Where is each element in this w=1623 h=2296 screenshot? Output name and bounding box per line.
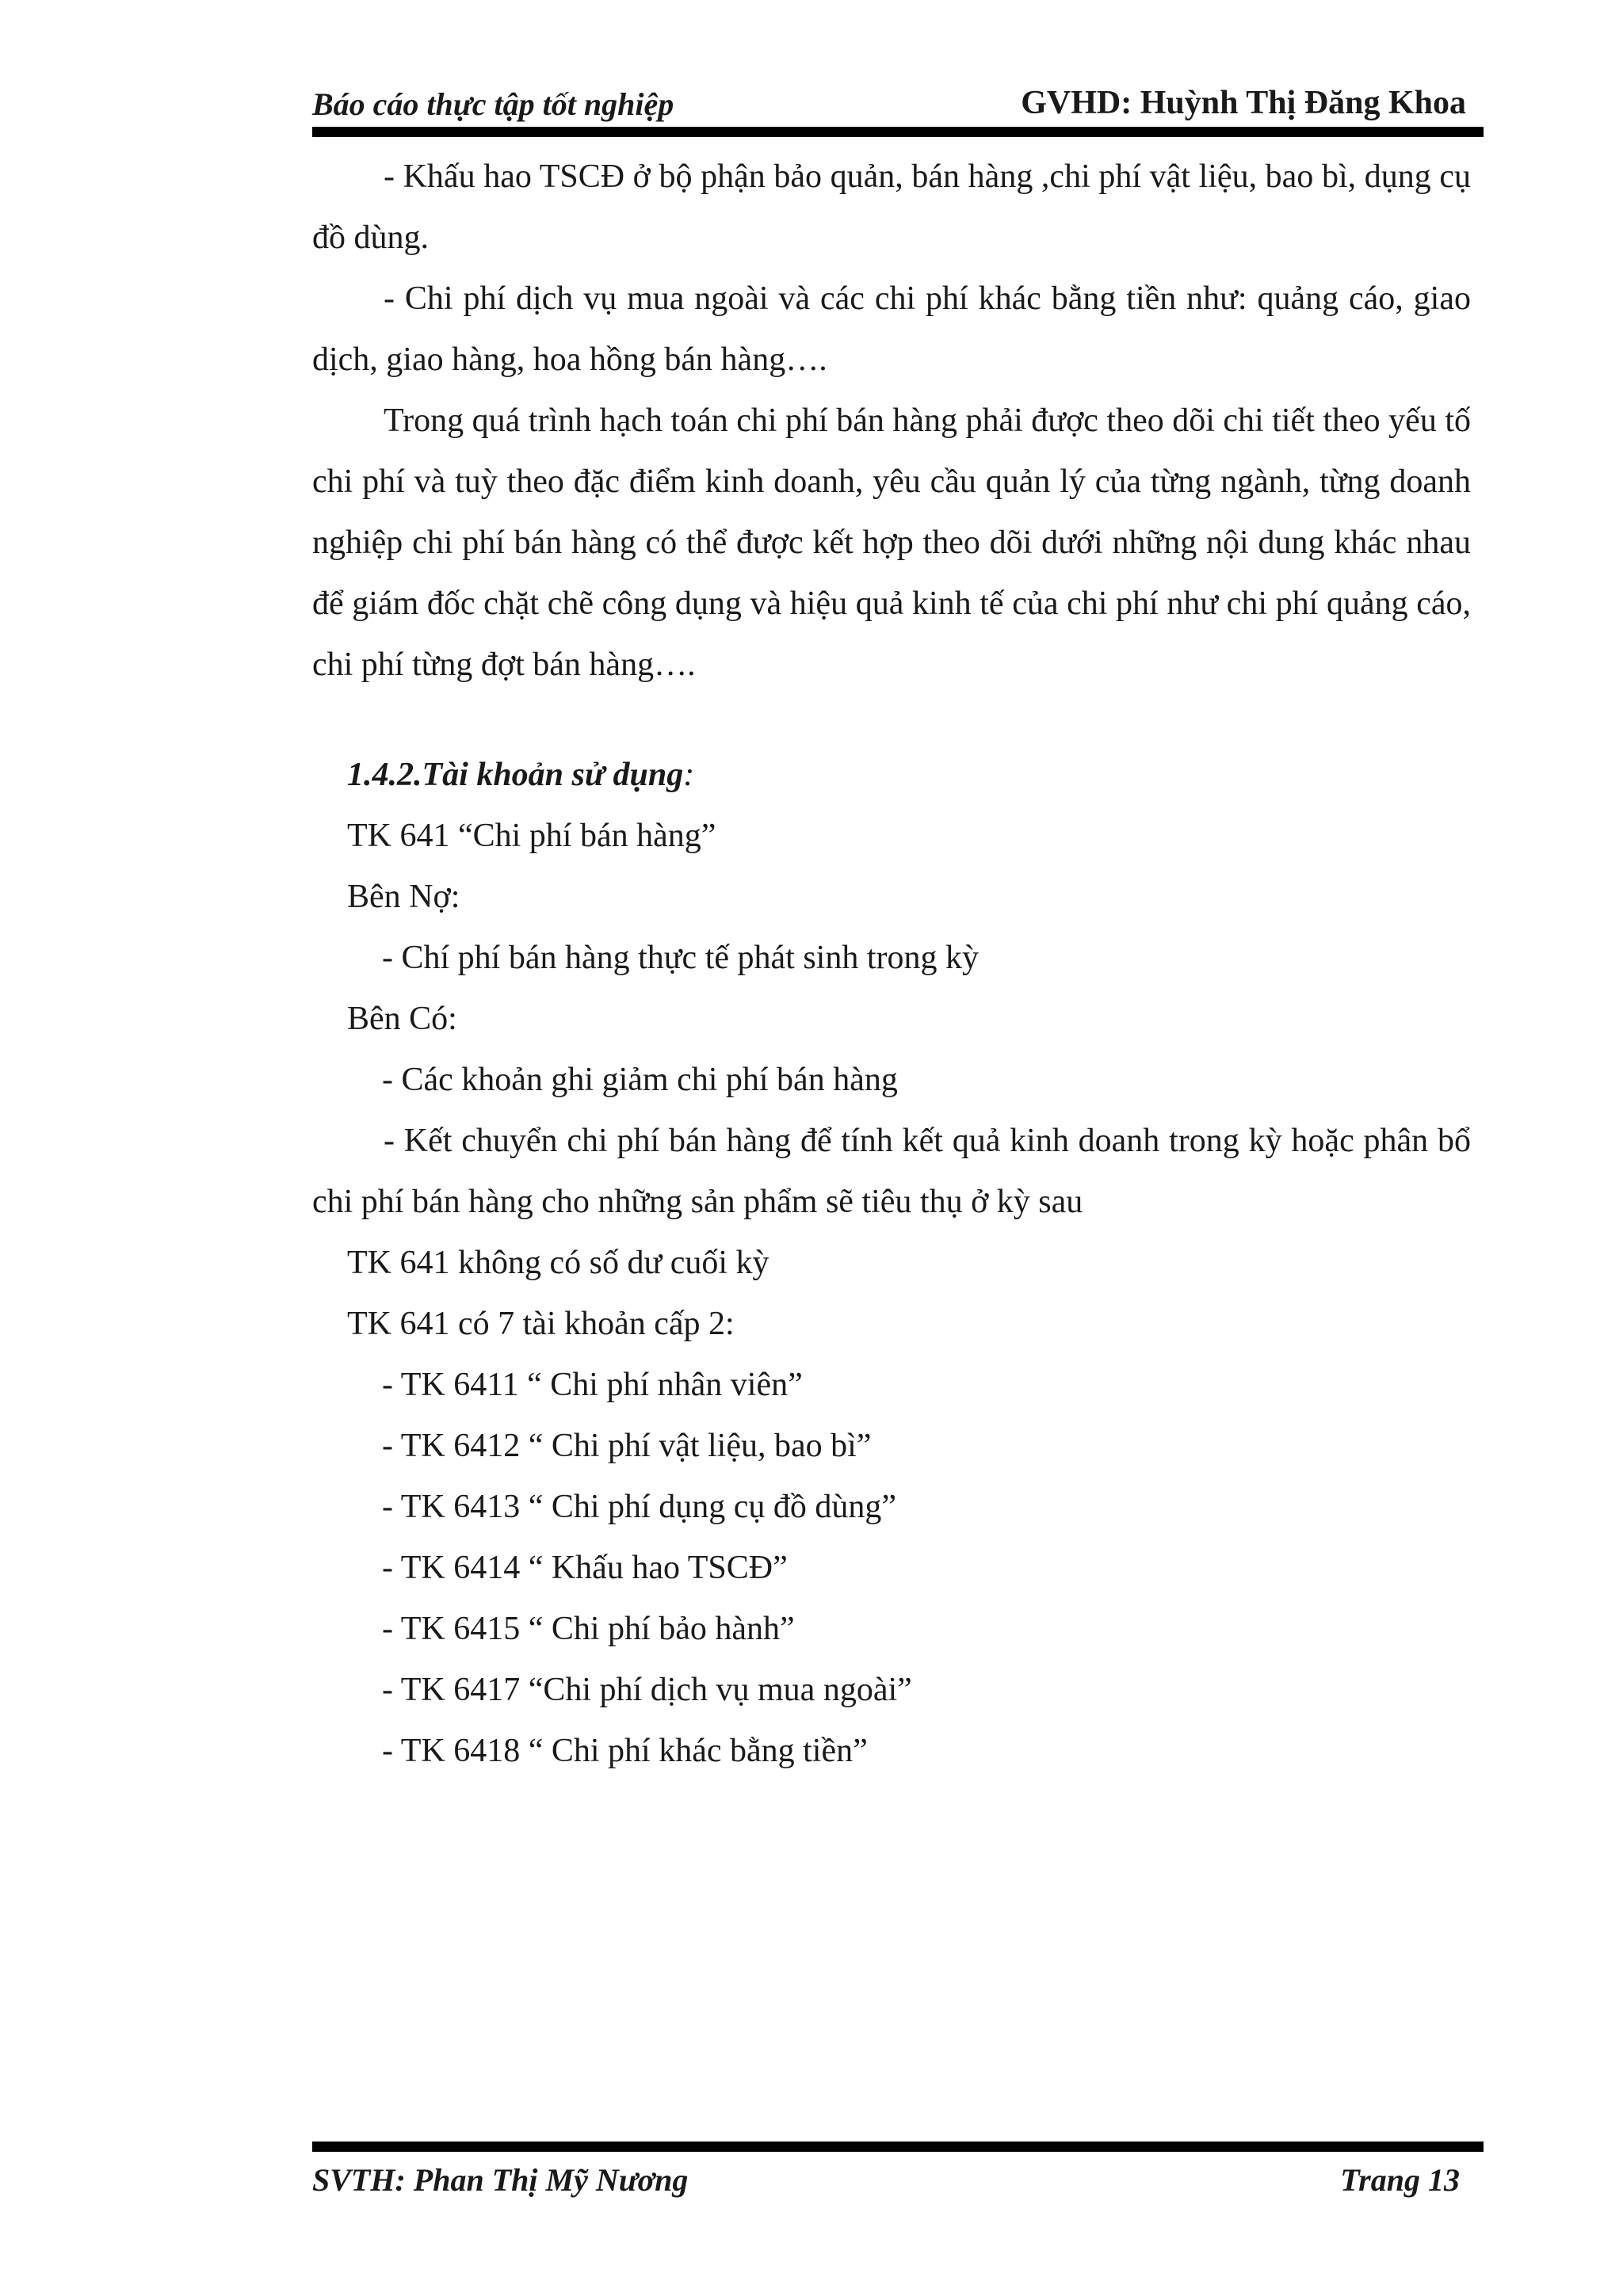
account-title: TK 641 “Chi phí bán hàng” [347, 818, 716, 854]
section-heading-colon: : [683, 757, 695, 793]
debit-side-label: Bên Nợ: [347, 879, 460, 915]
credit-side-item: - Các khoản ghi giảm chi phí bán hàng [382, 1062, 898, 1098]
debit-side-item: - Chí phí bán hàng thực tế phát sinh trong kỳ [382, 940, 979, 976]
sub-account-item: - TK 6417 “Chi phí dịch vụ mua ngoài” [382, 1672, 912, 1708]
sub-accounts-intro: TK 641 có 7 tài khoản cấp 2: [347, 1306, 735, 1342]
section-heading-text: 1.4.2.Tài khoản sử dụng [347, 757, 684, 793]
page-body [312, 147, 1471, 1782]
sub-account-item: - TK 6413 “ Chi phí dụng cụ đồ dùng” [382, 1489, 896, 1525]
supervisor-name: GVHD: Huỳnh Thị Đăng Khoa [1021, 85, 1466, 121]
footer-rule [312, 2142, 1484, 2152]
sub-account-item: - TK 6411 “ Chi phí nhân viên” [382, 1367, 803, 1403]
page-footer [312, 2157, 1484, 2212]
report-title: Báo cáo thực tập tốt nghiệp [312, 86, 674, 122]
sub-account-item: - TK 6412 “ Chi phí vật liệu, bao bì” [382, 1428, 872, 1464]
no-balance-note: TK 641 không có số dư cuối kỳ [347, 1245, 769, 1281]
credit-side-item: - Kết chuyển chi phí bán hàng để tính kết quả kinh doanh trong kỳ hoặc phân bổ chi phí bán hàng cho những sản phẩm sẽ tiêu thụ ở kỳ sau [312, 1123, 1471, 1220]
paragraph-outsourced-services: - Chi phí dịch vụ mua ngoài và các chi phí khác bằng tiền như: quảng cáo, giao dịch, giao hàng, hoa hồng bán hàng…. [312, 280, 1471, 378]
sub-account-item: - TK 6418 “ Chi phí khác bằng tiền” [382, 1733, 868, 1769]
credit-side-label: Bên Có: [347, 1001, 457, 1037]
paragraph-accounting-process: Trong quá trình hạch toán chi phí bán hàng phải được theo dõi chi tiết theo yếu tố chi phí và tuỳ theo đặc điểm kinh doanh, yêu cầu quản lý của từng ngành, từng doanh nghiệp chi phí bán hàng có thể được kết hợp theo dõi dưới những nội dung khác nhau để giám đốc chặt chẽ công dụng và hiệu quả kinh tế của chi phí như chi phí quảng cáo, chi phí từng đợt bán hàng…. [312, 402, 1471, 683]
student-name: SVTH: Phan Thị Mỹ Nương [312, 2162, 689, 2198]
section-heading [312, 745, 1471, 806]
page-number: Trang 13 [1340, 2162, 1460, 2198]
section-gap [312, 696, 1471, 745]
header-rule [312, 127, 1484, 137]
sub-account-item: - TK 6415 “ Chi phí bảo hành” [382, 1611, 795, 1647]
paragraph-depreciation: - Khấu hao TSCĐ ở bộ phận bảo quản, bán hàng ,chi phí vật liệu, bao bì, dụng cụ đồ dùng. [312, 158, 1471, 256]
sub-account-item: - TK 6414 “ Khấu hao TSCĐ” [382, 1550, 788, 1586]
